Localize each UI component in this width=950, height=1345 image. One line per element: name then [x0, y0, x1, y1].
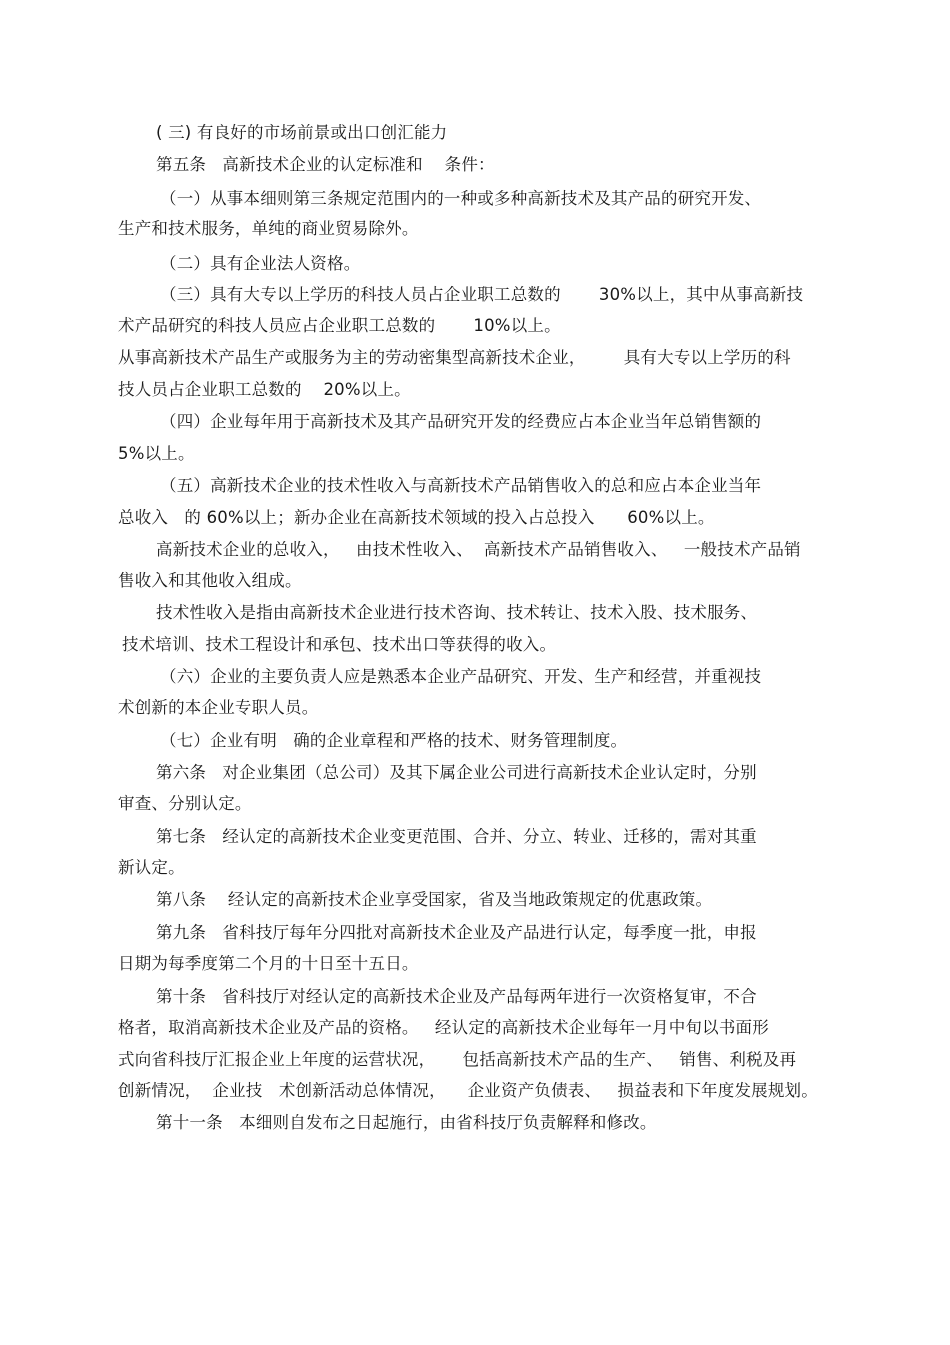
- text-line: 第六条 对企业集团（总公司）及其下属企业公司进行高新技术企业认定时，分别: [156, 763, 757, 782]
- text-line: 第九条 省科技厅每年分四批对高新技术企业及产品进行认定，每季度一批，申报: [156, 923, 757, 942]
- text-line: 技术性收入是指由高新技术企业进行技术咨询、技术转让、技术入股、技术服务、: [156, 603, 758, 622]
- text-line: 第十条 省科技厅对经认定的高新技术企业及产品每两年进行一次资格复审，不合: [156, 987, 757, 1006]
- text-line: 总收入 的 60%以上；新办企业在高新技术领域的投入占总投入 60%以上。: [118, 508, 715, 527]
- text-line: 售收入和其他收入组成。: [118, 571, 302, 590]
- text-line: 式向省科技厅汇报企业上年度的运营状况， 包括高新技术产品的生产、 销售、利税及再: [118, 1050, 797, 1069]
- text-line: 5%以上。: [118, 444, 195, 463]
- text-line: （六）企业的主要负责人应是熟悉本企业产品研究、开发、生产和经营，并重视技: [160, 667, 762, 686]
- text-line: （一）从事本细则第三条规定范围内的一种或多种高新技术及其产品的研究开发、: [160, 189, 762, 208]
- text-line: 审查、分别认定。: [118, 794, 252, 813]
- text-line: 第五条 高新技术企业的认定标准和 条件：: [156, 155, 495, 174]
- text-line: （四）企业每年用于高新技术及其产品研究开发的经费应占本企业当年总销售额的: [160, 412, 762, 431]
- text-line: 创新情况， 企业技 术创新活动总体情况， 企业资产负债表、 损益表和下年度发展规划。: [118, 1081, 818, 1100]
- text-line: 技人员占企业职工总数的 20%以上。: [118, 380, 411, 399]
- text-line: 日期为每季度第二个月的十日至十五日。: [118, 954, 419, 973]
- text-line: （三）具有大专以上学历的科技人员占企业职工总数的 30%以上，其中从事高新技: [160, 285, 804, 304]
- text-line: 第十一条 本细则自发布之日起施行，由省科技厅负责解释和修改。: [156, 1113, 657, 1132]
- text-line: 生产和技术服务，单纯的商业贸易除外。: [118, 219, 419, 238]
- text-line: ( 三) 有良好的市场前景或出口创汇能力: [156, 123, 448, 142]
- text-line: 高新技术企业的总收入， 由技术性收入、 高新技术产品销售收入、 一般技术产品销: [156, 540, 801, 559]
- text-line: 第七条 经认定的高新技术企业变更范围、合并、分立、转业、迁移的，需对其重: [156, 827, 757, 846]
- text-line: 从事高新技术产品生产或服务为主的劳动密集型高新技术企业， 具有大专以上学历的科: [118, 348, 791, 367]
- text-line: 术创新的本企业专职人员。: [118, 698, 319, 717]
- text-line: 第八条 经认定的高新技术企业享受国家，省及当地政策规定的优惠政策。: [156, 890, 713, 909]
- text-line: 格者，取消高新技术企业及产品的资格。 经认定的高新技术企业每年一月中旬以书面形: [118, 1018, 769, 1037]
- text-line: 技术培训、技术工程设计和承包、技术出口等获得的收入。: [122, 635, 557, 654]
- text-line: （二）具有企业法人资格。: [160, 254, 361, 273]
- text-line: 术产品研究的科技人员应占企业职工总数的 10%以上。: [118, 316, 561, 335]
- text-line: （五）高新技术企业的技术性收入与高新技术产品销售收入的总和应占本企业当年: [160, 476, 762, 495]
- text-line: 新认定。: [118, 858, 185, 877]
- text-line: （七）企业有明 确的企业章程和严格的技术、财务管理制度。: [160, 731, 628, 750]
